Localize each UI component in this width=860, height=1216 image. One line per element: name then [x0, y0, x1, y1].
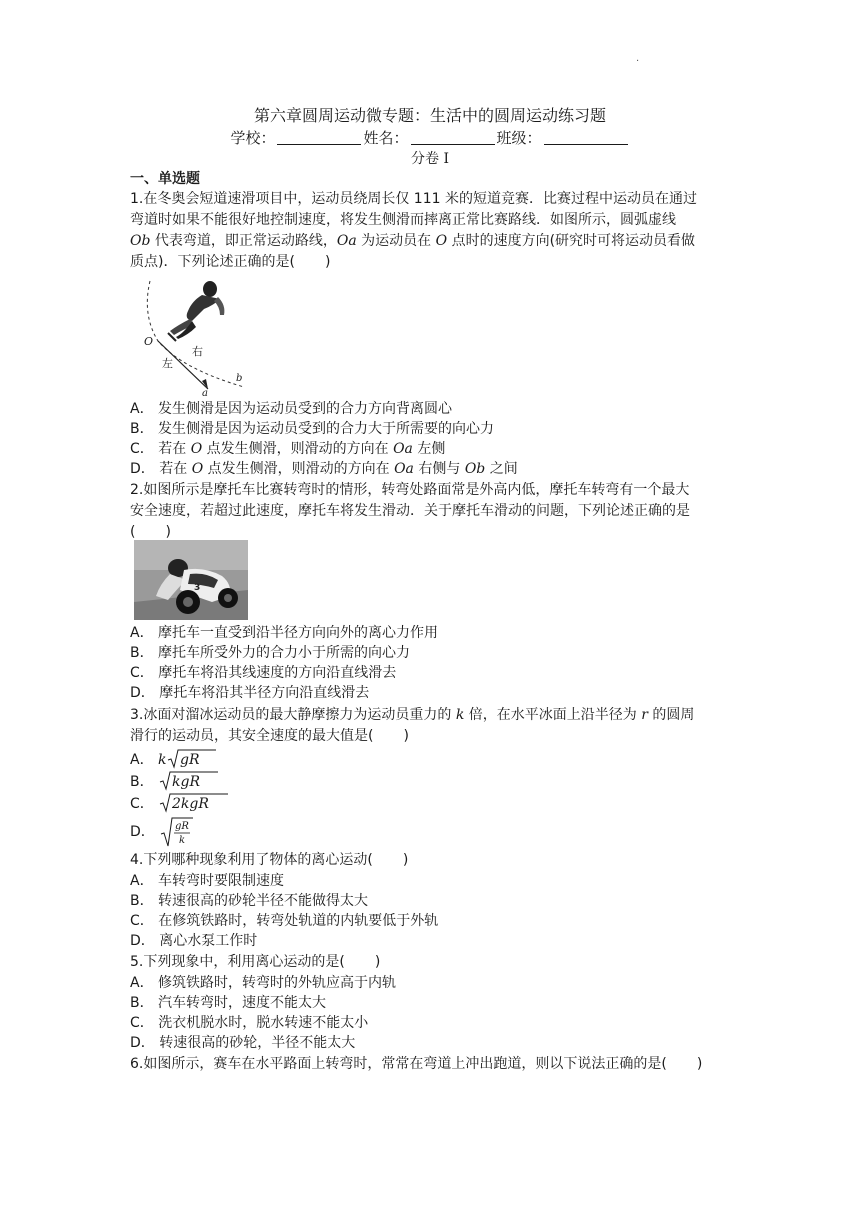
speed-skater-figure — [132, 275, 252, 397]
student-info-line — [0, 128, 860, 148]
svg-text:3: 3 — [194, 583, 201, 593]
label-o: O — [144, 335, 154, 348]
class-label: 班级： — [496, 129, 542, 147]
q1-stem-line-2: 弯道时如果不能很好地控制速度，将发生侧滑而摔离正常比赛路线．如图所示，圆弧虚线 — [130, 212, 676, 228]
q2-stem-line-1: 2.如图所示是摩托车比赛转弯时的情形，转弯处路面常是外高内低，摩托车转弯有一个最大 — [130, 482, 690, 498]
page-title: 第六章圆周运动微专题：生活中的圆周运动练习题 — [253, 106, 606, 125]
label-right: 右 — [192, 345, 203, 358]
var-r: r — [641, 707, 648, 723]
q3-stem-text: 的圆周 — [647, 707, 695, 723]
label-left: 左 — [162, 357, 173, 370]
coef-k: k — [158, 752, 167, 768]
q3-stem-text: 滑行的运动员，其安全速度的最大值是( — [130, 728, 374, 744]
q1-stem-text: 为运动员在 — [356, 233, 436, 249]
formula-sqrt-2kgr — [158, 792, 232, 814]
var-o: O — [191, 461, 204, 477]
option-label: A． — [130, 752, 154, 768]
option-text: C． 若在 — [130, 441, 191, 457]
q5-option-a[interactable]: A． 修筑铁路时，转弯时的外轨应高于内轨 — [130, 975, 397, 991]
q1-option-a[interactable]: A． 发生侧滑是因为运动员受到的合力方向背离圆心 — [130, 401, 453, 417]
q4-stem — [130, 850, 734, 871]
option-text: 右侧与 — [413, 461, 465, 477]
var-k: k — [455, 707, 465, 723]
q6-stem-paren: ) — [696, 1056, 703, 1072]
fraction-numerator: gR — [175, 821, 190, 832]
q4-option-c[interactable]: C． 在修筑铁路时，转弯处轨道的内轨要低于外轨 — [130, 913, 439, 929]
q1-option-b[interactable]: B． 发生侧滑是因为运动员受到的合力大于所需要的向心力 — [130, 421, 495, 437]
q4-stem-text: 4.下列哪种现象利用了物体的离心运动( — [130, 852, 373, 868]
q2-stem-paren: ) — [165, 524, 171, 540]
arc-ob-dashed — [147, 281, 244, 387]
q4-option-d[interactable]: D． 离心水泵工作时 — [130, 933, 258, 949]
q3-stem-text: 倍，在水平冰面上沿半径为 — [464, 707, 642, 723]
option-text: 点发生侧滑，则滑动的方向在 — [203, 461, 395, 477]
q1-stem-line-3 — [130, 231, 734, 252]
q1-option-c[interactable] — [130, 439, 445, 459]
formula-k-sqrt-gr — [158, 748, 218, 770]
q3-option-b[interactable] — [130, 770, 222, 792]
radicand: 2kgR — [172, 796, 210, 812]
q2-stem-paren: ( — [130, 524, 136, 540]
q5-option-d[interactable]: D． 转速很高的砂轮，半径不能太大 — [130, 1035, 356, 1051]
var-ob: Ob — [130, 233, 151, 249]
q3-stem-text: 3.冰面对溜冰运动员的最大静摩擦力为运动员重力的 — [130, 707, 456, 723]
var-ob: Ob — [464, 461, 486, 477]
q3-stem-line-1 — [130, 705, 734, 726]
option-label: B． — [130, 774, 154, 790]
radicand: kgR — [172, 774, 201, 790]
q3-option-d[interactable] — [130, 816, 199, 848]
q3-stem-line-2 — [130, 726, 734, 747]
q6-stem-text: 6.如图所示，赛车在水平路面上转弯时，常常在弯道上冲出跑道，则以下说法正确的是( — [130, 1056, 667, 1072]
q6-stem — [130, 1054, 740, 1075]
formula-sqrt-kgr — [158, 770, 222, 792]
q1-stem-paren: ) — [324, 254, 331, 270]
radicand: gR — [180, 752, 200, 768]
q1-stem-line-1: 1.在冬奥会短道速滑项目中，运动员绕周长仅 111 米的短道竞赛．比赛过程中运动员在通过 — [130, 191, 697, 207]
skater-icon — [168, 281, 224, 341]
q1-stem-line-4 — [130, 252, 734, 273]
option-label: D． — [130, 824, 155, 840]
name-blank[interactable] — [411, 130, 495, 145]
option-text: D． 若在 — [130, 461, 192, 477]
option-text: 左侧 — [412, 441, 446, 457]
section-heading: 一、单选题 — [130, 171, 200, 187]
var-oa: Oa — [336, 233, 357, 249]
q1-option-d[interactable] — [130, 459, 518, 479]
q2-stem-line-2: 安全速度，若超过此速度，摩托车将发生滑动．关于摩托车滑动的问题，下列论述正确的是 — [130, 503, 690, 519]
motorcycle-photo — [134, 540, 248, 620]
q5-option-b[interactable]: B． 汽车转弯时，速度不能太大 — [130, 995, 327, 1011]
school-label: 学校： — [230, 129, 276, 147]
q5-stem-text: 5.下列现象中，利用离心运动的是( — [130, 954, 345, 970]
q4-option-b[interactable]: B． 转速很高的砂轮半径不能做得太大 — [130, 893, 369, 909]
option-text: 点发生侧滑，则滑动的方向在 — [202, 441, 394, 457]
section-label: 分卷 I — [411, 151, 449, 167]
q3-option-c[interactable] — [130, 792, 232, 814]
q5-stem — [130, 952, 734, 973]
var-oa: Oa — [394, 461, 414, 477]
q2-option-d[interactable]: D． 摩托车将沿其半径方向沿直线滑去 — [130, 685, 370, 701]
q4-stem-paren: ) — [402, 852, 409, 868]
formula-sqrt-gr-over-k — [159, 816, 199, 848]
q4-option-a[interactable]: A． 车转弯时要限制速度 — [130, 873, 285, 889]
school-blank[interactable] — [277, 130, 361, 145]
name-label: 姓名： — [363, 129, 409, 147]
class-blank[interactable] — [544, 130, 628, 145]
q3-stem-paren: ) — [403, 728, 409, 744]
var-o: O — [190, 441, 203, 457]
q1-stem-text: 点时的速度方向(研究时可将运动员看做 — [447, 233, 696, 249]
q1-stem-text: 质点)．下列论述正确的是( — [130, 254, 295, 270]
option-label: C． — [130, 796, 154, 812]
var-o: O — [435, 233, 448, 249]
var-oa: Oa — [393, 441, 413, 457]
q5-option-c[interactable]: C． 洗衣机脱水时，脱水转速不能太小 — [130, 1015, 369, 1031]
label-b: b — [236, 373, 243, 384]
label-a: a — [202, 388, 208, 397]
q2-option-a[interactable]: A． 摩托车一直受到沿半径方向向外的离心力作用 — [130, 625, 439, 641]
q5-stem-paren: ) — [374, 954, 381, 970]
corner-mark: · — [636, 56, 640, 67]
q2-option-b[interactable]: B． 摩托车所受外力的合力小于所需的向心力 — [130, 645, 411, 661]
fraction-denominator: k — [179, 835, 186, 846]
option-text: 之间 — [485, 461, 518, 477]
q2-option-c[interactable]: C． 摩托车将沿其线速度的方向沿直线滑去 — [130, 665, 397, 681]
q3-option-a[interactable] — [130, 748, 218, 770]
q1-stem-text: 代表弯道，即正常运动路线， — [150, 233, 337, 249]
